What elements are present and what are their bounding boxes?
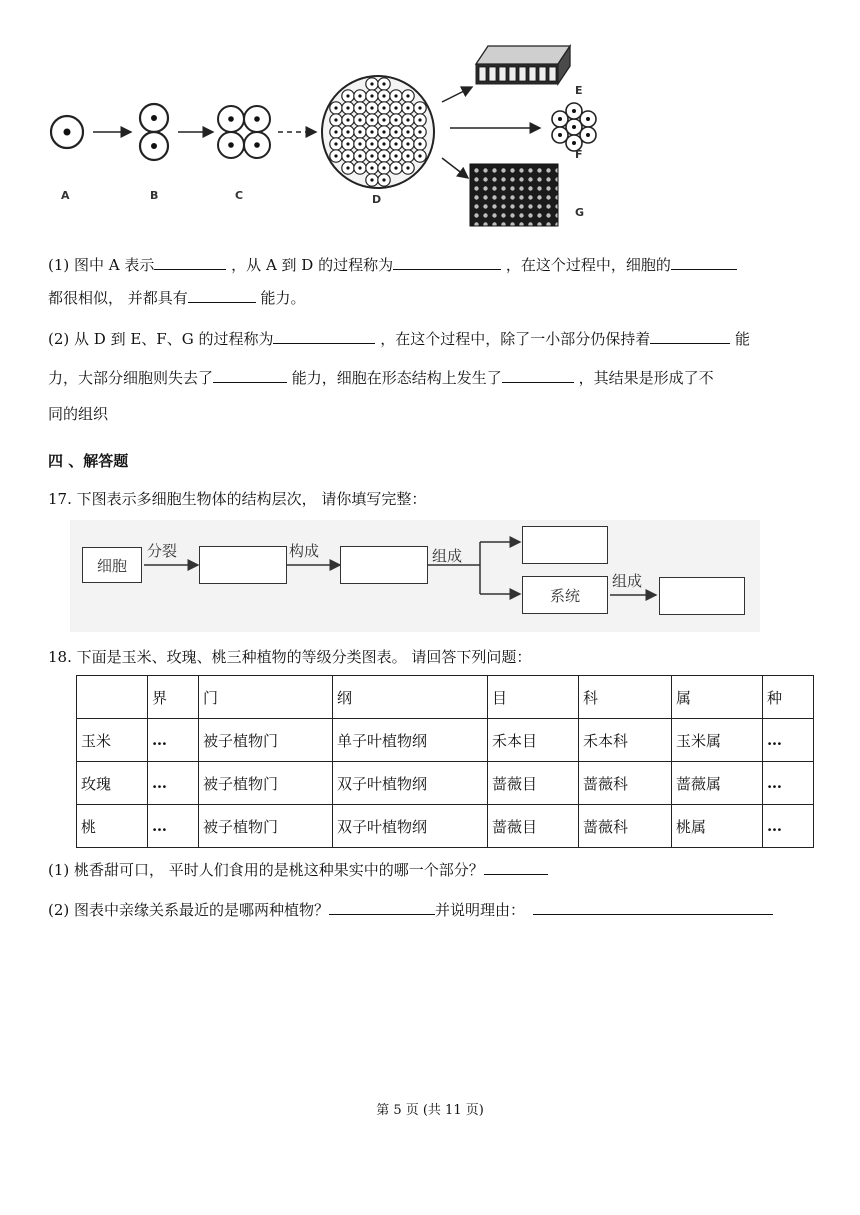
table-cell: 蔷薇科 [579,805,672,848]
table-cell: 科 [579,676,672,719]
table-cell: … [148,762,199,805]
answer-blank[interactable] [650,327,730,344]
page-footer: 第 5 页 (共 11 页) [376,1103,484,1118]
q18-question-1: (1) 桃香甜可口， 平时人们食用的是桃这种果实中的哪一个部分？ [48,858,548,881]
table-row-2 [77,805,814,848]
table-cell: 桃 [77,805,148,848]
table-cell: 禾本科 [579,719,672,762]
table-cell: 桃属 [672,805,763,848]
answer-blank[interactable] [213,366,287,383]
q16-part2-line2: 力，大部分细胞则失去了 能力，细胞在形态结构上发生了 ，其结果是形成了不 [48,366,714,389]
q16-part2-line3: 同的组织 [48,405,109,423]
cell-mass-d [322,76,434,188]
answer-blank[interactable] [154,253,226,270]
table-cell: 双子叶植物纲 [333,762,488,805]
table-cell: … [148,719,199,762]
tissue-e [476,46,570,84]
q17-text: 17. 下图表示多细胞生物体的结构层次， 请你填写完整： [48,490,427,508]
table-cell: 玉米 [77,719,148,762]
table-header-row [77,676,814,719]
table-cell: 纲 [333,676,488,719]
cell-a [51,116,83,148]
label-b: B [150,189,159,202]
table-cell: … [763,762,814,805]
q18-question-2: (2) 图表中亲缘关系最近的是哪两种植物？ 并说明理由： [48,898,773,921]
answer-blank[interactable] [273,327,375,344]
table-cell: 被子植物门 [199,719,333,762]
table-cell: 蔷薇属 [672,762,763,805]
table-cell: … [763,719,814,762]
q16-part2-line1: (2) 从 D 到 E、F、G 的过程称为 ，在这个过程中，除了一小部分仍保持着 能 [48,327,750,350]
table-cell: 属 [672,676,763,719]
label-c: C [235,189,244,202]
cell-c [218,106,270,158]
table-cell: 界 [148,676,199,719]
tissue-g [470,164,558,226]
section-title: 四 、解答题 [48,452,129,470]
flow-blank-box-2[interactable] [340,546,428,584]
table-cell: 种 [763,676,814,719]
table-cell: 目 [488,676,579,719]
table-cell: 玉米属 [672,719,763,762]
table-cell [77,676,148,719]
answer-blank[interactable] [671,253,737,270]
q16-part1-line1: (1) 图中 A 表示 ，从 A 到 D 的过程称为 ，在这个过程中，细胞的 [48,253,737,276]
label-a: A [61,189,70,202]
table-cell: … [763,805,814,848]
label-g: G [575,206,585,219]
flow-box-system: 系统 [522,576,608,614]
table-cell: … [148,805,199,848]
flow-blank-box-3[interactable] [522,526,608,564]
table-cell: 被子植物门 [199,805,333,848]
table-row-1 [77,762,814,805]
cell-b [140,104,168,160]
table-cell: 玫瑰 [77,762,148,805]
label-d: D [372,193,382,206]
flow-label-goucheng: 构成 [289,542,320,560]
table-cell: 门 [199,676,333,719]
flow-blank-box-4[interactable] [659,577,745,615]
label-f: F [575,148,583,161]
q18-text: 18. 下面是玉米、玫瑰、桃三种植物的等级分类图表。 请回答下列问题： [48,648,532,666]
answer-blank[interactable] [484,858,548,875]
table-cell: 禾本目 [488,719,579,762]
table-cell: 蔷薇科 [579,762,672,805]
table-cell: 蔷薇目 [488,805,579,848]
table-cell: 被子植物门 [199,762,333,805]
answer-blank[interactable] [188,286,256,303]
table-cell: 蔷薇目 [488,762,579,805]
q16-part1-line2: 都很相似， 并都具有 能力。 [48,286,306,309]
flow-label-zucheng-2: 组成 [612,572,643,590]
table-row-0 [77,719,814,762]
flow-blank-box-1[interactable] [199,546,287,584]
table-cell: 双子叶植物纲 [333,805,488,848]
cell-division-figure [40,40,620,230]
answer-blank[interactable] [393,253,501,270]
tissue-f [552,103,596,151]
flow-label-zucheng: 组成 [432,547,463,565]
answer-blank[interactable] [502,366,574,383]
label-e: E [575,84,583,97]
answer-blank[interactable] [533,898,773,915]
classification-table [76,675,814,848]
answer-blank[interactable] [329,898,435,915]
table-cell: 单子叶植物纲 [333,719,488,762]
flow-label-fenlie: 分裂 [147,542,178,560]
flow-box-cell: 细胞 [82,547,142,583]
